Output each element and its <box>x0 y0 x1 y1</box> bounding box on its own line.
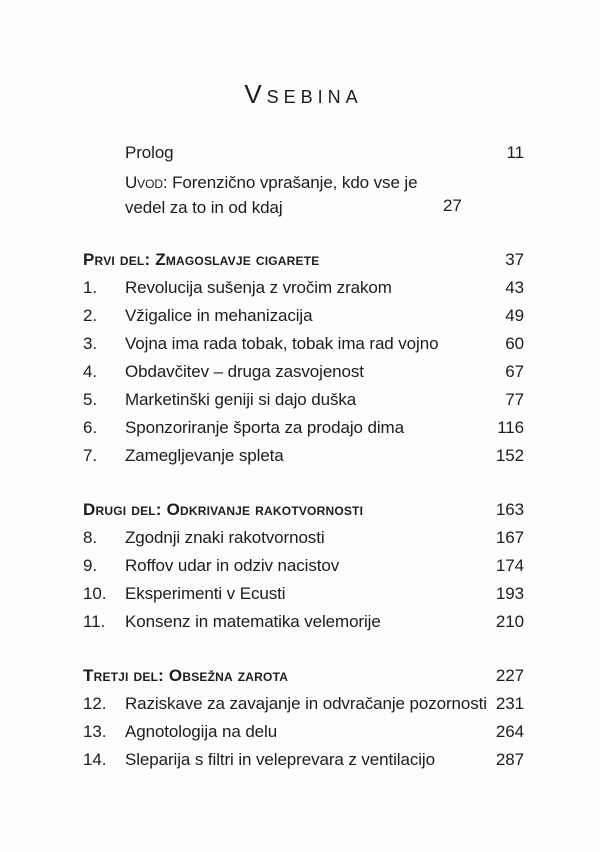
toc-entry <box>83 690 524 718</box>
toc-entry <box>83 358 524 386</box>
entry-title: Vojna ima rada tobak, tobak ima rad vojno <box>125 334 439 353</box>
chapter-number: 12. <box>83 694 107 713</box>
page-number: 231 <box>495 694 524 713</box>
page-number: 37 <box>505 250 524 269</box>
chapter-number: 2. <box>83 306 97 325</box>
chapter-number: 4. <box>83 362 97 381</box>
entry-title: Sponzoriranje športa za prodajo dima <box>125 418 404 437</box>
section-header-row <box>83 662 524 690</box>
entry-title: Vžigalice in mehanizacija <box>125 306 313 325</box>
section-title: Prvi del: Zmagoslavje cigarete <box>83 250 320 269</box>
page-number: 227 <box>495 666 524 685</box>
entry-title: Revolucija sušenja z vročim zrakom <box>125 278 392 297</box>
chapter-number: 9. <box>83 556 97 575</box>
chapter-number: 5. <box>83 390 97 409</box>
toc-entry <box>83 746 524 774</box>
toc-entry <box>83 608 524 636</box>
section-title: Drugi del: Odkrivanje rakotvornosti <box>83 500 364 519</box>
entry-title: Prolog <box>125 143 174 162</box>
toc-section <box>83 662 524 774</box>
page-number: 287 <box>495 750 524 769</box>
page-number: 27 <box>443 196 462 215</box>
entry-title: Raziskave za zavajanje in odvračanje pozornosti <box>125 694 487 713</box>
page-number: 163 <box>495 500 524 519</box>
section-title: Tretji del: Obsežna zarota <box>83 666 289 685</box>
entry-title: Konsenz in matematika velemorije <box>125 612 381 631</box>
entry-title: Obdavčitev – druga zasvojenost <box>125 362 364 381</box>
section-header-row <box>83 496 524 524</box>
toc-entry <box>83 552 524 580</box>
toc-entry <box>83 386 524 414</box>
page-number: 193 <box>495 584 524 603</box>
toc-entry <box>83 302 524 330</box>
toc-entry <box>83 718 524 746</box>
chapter-number: 11. <box>83 612 106 631</box>
page-number: 116 <box>497 418 524 437</box>
chapter-number: 14. <box>83 750 107 769</box>
toc-entry <box>83 330 524 358</box>
toc-section <box>83 496 524 636</box>
entry-title: Zgodnji znaki rakotvornosti <box>125 528 325 547</box>
toc-section <box>83 246 524 470</box>
toc-entry <box>83 139 524 167</box>
page-number: 11 <box>506 143 524 162</box>
page-number: 152 <box>495 446 524 465</box>
toc-entry <box>83 414 524 442</box>
entry-title: Agnotologija na delu <box>125 722 278 741</box>
smallcaps-prefix: Uvod: <box>125 173 173 192</box>
entry-title: Roffov udar in odziv nacistov <box>125 556 340 575</box>
page-number: 49 <box>505 306 524 325</box>
entry-title: Sleparija s filtri in veleprevara z ventilacijo <box>125 750 435 769</box>
sections <box>83 246 524 774</box>
entry-title: Zamegljevanje spleta <box>125 446 284 465</box>
toc-entry <box>83 274 524 302</box>
chapter-number: 3. <box>83 334 97 353</box>
toc-entry <box>83 442 524 470</box>
page-number: 60 <box>505 334 524 353</box>
entry-title: Marketinški geniji si dajo duška <box>125 390 357 409</box>
page-title: Vsebina <box>244 79 363 109</box>
page-number: 77 <box>505 390 524 409</box>
toc-entry <box>83 580 524 608</box>
chapter-number: 8. <box>83 528 97 547</box>
chapter-number: 7. <box>83 446 97 465</box>
chapter-number: 6. <box>83 418 97 437</box>
entry-title: Uvod: Forenzično vprašanje, kdo vse je vedel za to in od kdaj <box>125 173 418 217</box>
page-number: 43 <box>505 278 524 297</box>
entry-title: Eksperimenti v Ecusti <box>125 584 286 603</box>
page-number: 264 <box>495 722 524 741</box>
page-number: 210 <box>495 612 524 631</box>
page-number: 174 <box>495 556 524 575</box>
chapter-number: 10. <box>83 584 107 603</box>
table-of-contents <box>83 139 524 774</box>
chapter-number: 13. <box>83 722 107 741</box>
toc-entry <box>83 167 524 220</box>
page-number: 67 <box>505 362 524 381</box>
section-header-row <box>83 246 524 274</box>
front-matter <box>83 139 524 220</box>
page-number: 167 <box>495 528 524 547</box>
chapter-number: 1. <box>83 278 97 297</box>
toc-entry <box>83 524 524 552</box>
